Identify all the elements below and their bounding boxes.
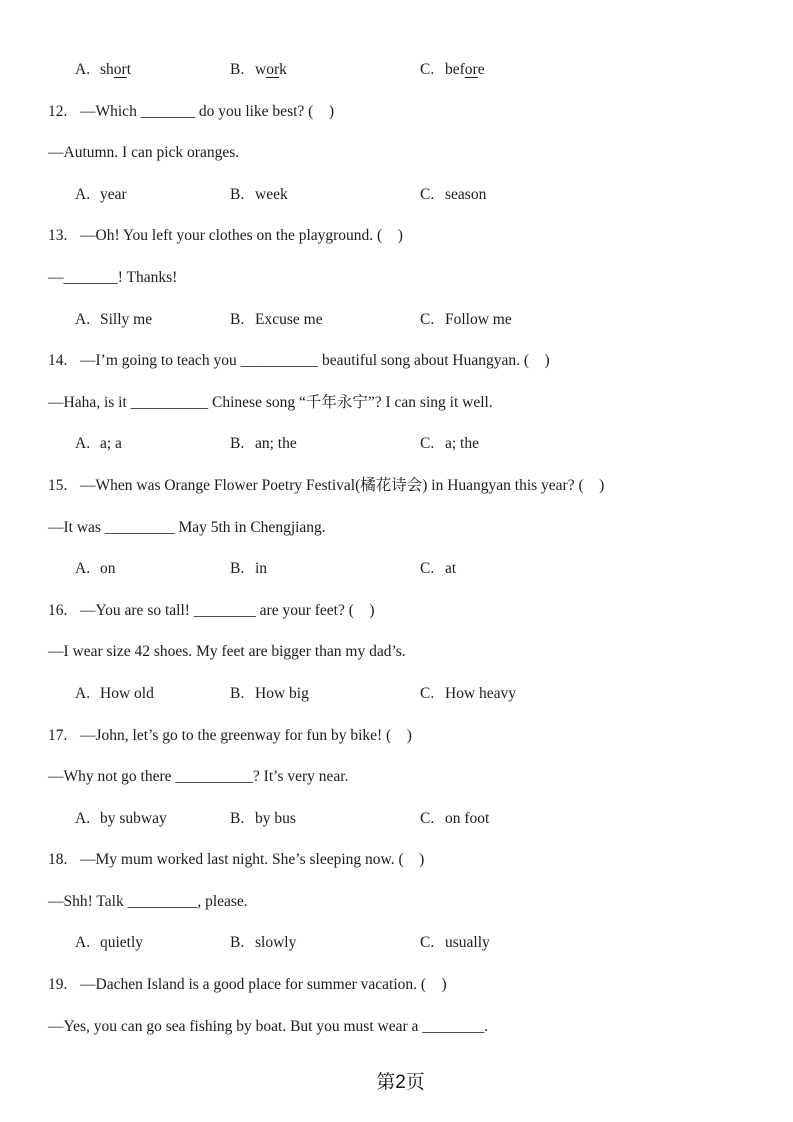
option-a xyxy=(75,423,230,465)
question-block-14 xyxy=(48,340,753,465)
option-text: on xyxy=(100,560,116,578)
option-label: B. xyxy=(230,310,245,328)
option-label: B. xyxy=(230,61,245,78)
options-row xyxy=(75,174,753,216)
question-stem: —When was Orange Flower Poetry Festival(橘花诗会) in Huangyan this year? ( ) xyxy=(80,476,605,494)
question-reply-line: —It was _________ May 5th in Chengjiang. xyxy=(48,518,326,536)
options-row xyxy=(75,423,753,465)
option-b xyxy=(230,922,420,964)
option-text: by bus xyxy=(255,809,296,827)
option-text: by subway xyxy=(100,809,167,827)
question-reply-line: —I wear size 42 shoes. My feet are bigger than my dad’s. xyxy=(48,643,406,661)
question-stem: —Oh! You left your clothes on the playground. ( ) xyxy=(80,227,403,245)
question-stem-line xyxy=(48,91,753,133)
option-a xyxy=(75,174,230,216)
question-block-15 xyxy=(48,465,753,590)
question-stem-line xyxy=(48,839,753,881)
option-text: quietly xyxy=(100,934,144,952)
question-reply-line: —Haha, is it __________ Chinese song “千年永宁”? I can sing it well. xyxy=(48,393,493,411)
option-word xyxy=(255,61,287,78)
question-stem: —John, let’s go to the greenway for fun by bike! ( ) xyxy=(80,726,412,744)
option-c xyxy=(420,423,753,465)
word-part: e xyxy=(477,61,485,78)
option-text: usually xyxy=(445,934,490,952)
option-text: Follow me xyxy=(445,310,512,328)
option-b xyxy=(230,548,420,590)
option-b xyxy=(230,798,420,840)
question-number: 16. xyxy=(48,601,68,619)
option-label: C. xyxy=(420,310,435,328)
word-part: k xyxy=(279,61,287,78)
question-stem-line xyxy=(48,590,753,632)
option-text: How big xyxy=(255,684,309,702)
option-text: at xyxy=(445,560,457,578)
option-a xyxy=(75,673,230,715)
option-word xyxy=(100,61,131,78)
question-number: 13. xyxy=(48,227,68,245)
option-b xyxy=(230,49,420,91)
option-a xyxy=(75,922,230,964)
word-part: sh xyxy=(100,61,114,78)
question-stem: —I’m going to teach you __________ beautiful song about Huangyan. ( ) xyxy=(80,352,550,370)
pronunciation-options-row xyxy=(75,49,753,91)
option-c xyxy=(420,299,753,341)
option-label: B. xyxy=(230,809,245,827)
underlined-letters: or xyxy=(113,61,127,78)
option-b xyxy=(230,174,420,216)
option-label: C. xyxy=(420,435,435,453)
options-row xyxy=(75,299,753,341)
question-stem-line xyxy=(48,715,753,757)
option-text: Excuse me xyxy=(255,310,323,328)
option-c xyxy=(420,798,753,840)
option-text: season xyxy=(445,185,487,203)
option-text: in xyxy=(255,560,268,578)
option-label: A. xyxy=(75,809,91,827)
options-row xyxy=(75,798,753,840)
option-text: on foot xyxy=(445,809,490,827)
page-number-footer: 第2页 xyxy=(376,1072,425,1094)
question-stem: —My mum worked last night. She’s sleeping now. ( ) xyxy=(80,851,425,869)
word-part: w xyxy=(255,61,267,78)
option-c xyxy=(420,174,753,216)
option-text: a; the xyxy=(445,435,479,453)
question-number: 14. xyxy=(48,352,68,370)
question-block-17 xyxy=(48,715,753,840)
question-block-12 xyxy=(48,91,753,216)
question-block-16 xyxy=(48,590,753,715)
word-part: t xyxy=(126,61,132,78)
question-reply-line: —_______! Thanks! xyxy=(48,268,178,286)
option-label: A. xyxy=(75,934,91,952)
option-label: A. xyxy=(75,435,91,453)
question-stem-line xyxy=(48,964,753,1006)
options-row xyxy=(75,922,753,964)
options-row xyxy=(75,548,753,590)
option-label: C. xyxy=(420,809,435,827)
option-label: C. xyxy=(420,185,435,203)
option-a xyxy=(75,49,230,91)
option-c xyxy=(420,673,753,715)
question-number: 15. xyxy=(48,476,68,494)
question-number: 19. xyxy=(48,976,68,994)
option-label: A. xyxy=(75,61,91,78)
option-text: week xyxy=(255,185,288,203)
option-text: How heavy xyxy=(445,684,517,702)
question-stem: —You are so tall! ________ are your feet? ( ) xyxy=(80,601,375,619)
option-a xyxy=(75,798,230,840)
question-stem: —Dachen Island is a good place for summer vacation. ( ) xyxy=(80,976,447,994)
question-block-19 xyxy=(48,964,753,1047)
option-text: a; a xyxy=(100,435,122,453)
option-label: C. xyxy=(420,560,435,578)
option-label: C. xyxy=(420,934,435,952)
option-a xyxy=(75,299,230,341)
option-c xyxy=(420,548,753,590)
option-label: B. xyxy=(230,934,245,952)
question-stem-line xyxy=(48,340,753,382)
option-label: C. xyxy=(420,61,435,78)
option-label: C. xyxy=(420,684,435,702)
option-label: B. xyxy=(230,435,245,453)
option-text: slowly xyxy=(255,934,297,952)
option-text: year xyxy=(100,185,127,203)
question-reply-line: —Why not go there __________? It’s very near. xyxy=(48,768,349,786)
question-block-18 xyxy=(48,839,753,964)
option-c xyxy=(420,49,753,91)
option-label: B. xyxy=(230,684,245,702)
option-text: How old xyxy=(100,684,154,702)
question-stem-line xyxy=(48,465,753,507)
question-reply-line: —Autumn. I can pick oranges. xyxy=(48,144,240,162)
option-label: A. xyxy=(75,185,91,203)
option-c xyxy=(420,922,753,964)
option-b xyxy=(230,423,420,465)
option-label: A. xyxy=(75,560,91,578)
option-label: B. xyxy=(230,560,245,578)
option-word xyxy=(445,61,485,78)
option-label: B. xyxy=(230,185,245,203)
question-number: 18. xyxy=(48,851,68,869)
option-text: an; the xyxy=(255,435,297,453)
underlined-letters: or xyxy=(464,61,478,78)
option-b xyxy=(230,673,420,715)
question-number: 17. xyxy=(48,726,68,744)
question-block-13 xyxy=(48,215,753,340)
question-reply-line: —Shh! Talk _________, please. xyxy=(48,892,248,910)
underlined-letters: or xyxy=(266,61,280,78)
question-stem: —Which _______ do you like best? ( ) xyxy=(80,102,334,120)
question-number: 12. xyxy=(48,102,68,120)
question-stem-line xyxy=(48,215,753,257)
question-reply-line: —Yes, you can go sea fishing by boat. But you must wear a ________. xyxy=(48,1017,489,1035)
option-label: A. xyxy=(75,310,91,328)
option-text: Silly me xyxy=(100,310,153,328)
options-row xyxy=(75,673,753,715)
option-a xyxy=(75,548,230,590)
option-label: A. xyxy=(75,684,91,702)
word-part: bef xyxy=(445,61,465,78)
option-b xyxy=(230,299,420,341)
